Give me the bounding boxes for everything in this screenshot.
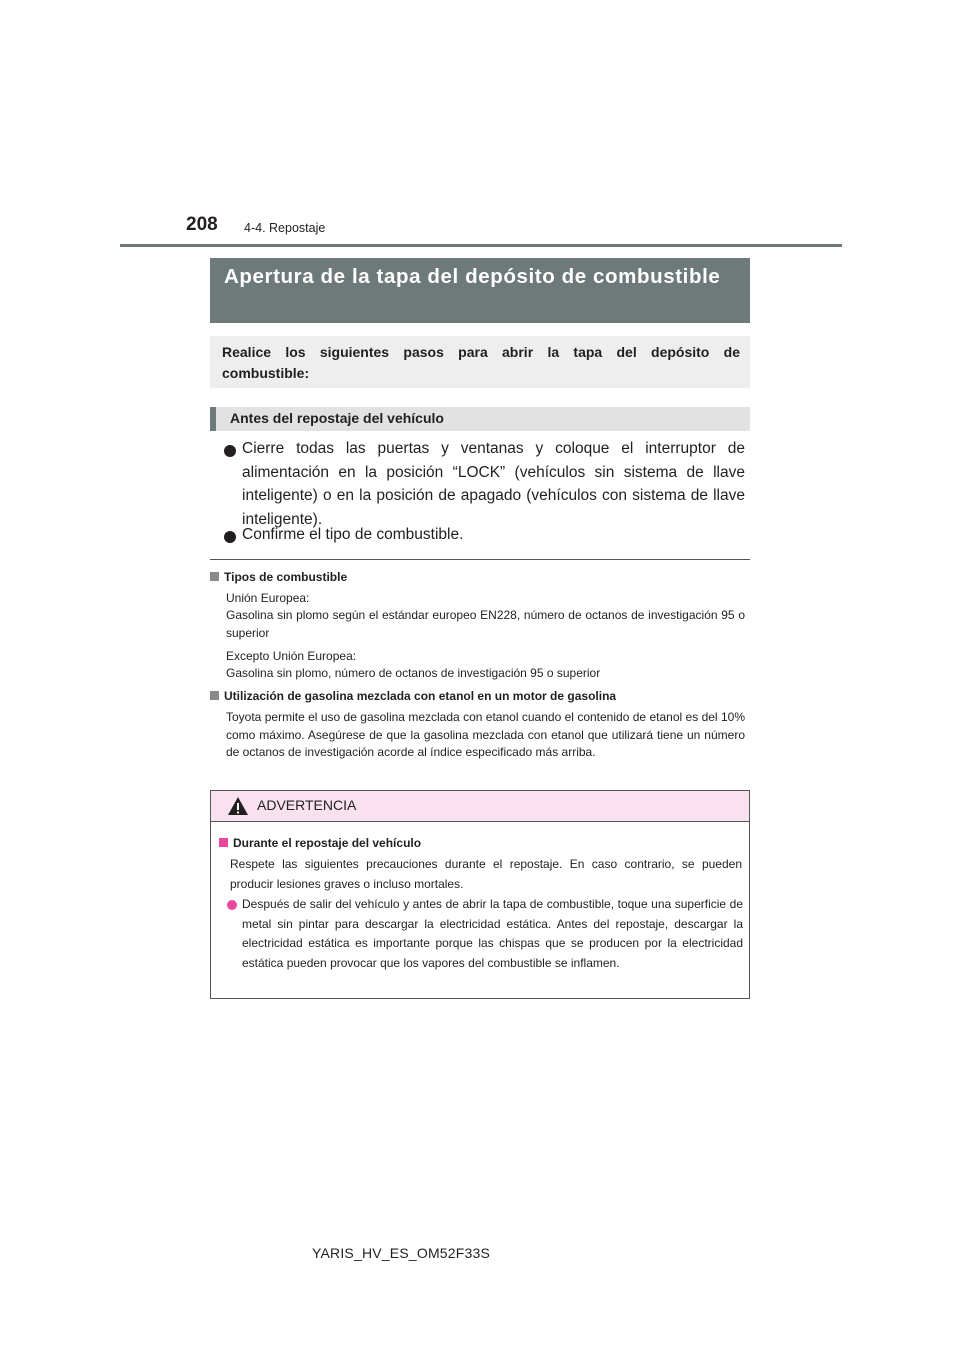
non-eu-label: Excepto Unión Europea: bbox=[226, 649, 357, 663]
warning-bullet-text: Después de salir del vehículo y antes de abrir la tapa de combustible, toque una superficie de metal sin pintar para descargar la electricidad estática. Antes del repostaje, descargar la electricidad estática es importante porque las chispas que se producen por la electricidad estática pueden provocar que los vapores del combustible se inflamen. bbox=[242, 897, 743, 970]
bullet-icon bbox=[224, 531, 236, 543]
warning-sub-text: Respete las siguientes precauciones durante el repostaje. En caso contrario, se pueden producir lesiones graves o incluso mortales. bbox=[230, 857, 742, 891]
bullet-text: Confirme el tipo de combustible. bbox=[242, 526, 464, 543]
warning-title: ADVERTENCIA bbox=[257, 797, 357, 813]
warning-sub-heading bbox=[219, 836, 421, 850]
note-heading-text: Utilización de gasolina mezclada con etanol en un motor de gasolina bbox=[224, 689, 617, 703]
warning-triangle-icon bbox=[227, 796, 249, 816]
bullet-text: Cierre todas las puertas y ventanas y coloque el interruptor de alimentación en la posición “LOCK” (vehículos sin sistema de llave inteligente) o en la posición de apagado (vehículos con sistema de llave inteligente). bbox=[242, 440, 745, 528]
header-divider bbox=[120, 244, 842, 247]
subsection-header bbox=[210, 407, 750, 431]
ethanol-text: Toyota permite el uso de gasolina mezclada con etanol cuando el contenido de etanol es del 10% como máximo. Asegúrese de que la gasolina mezclada con etanol que utilizará tiene un número de octanos de investigación acorde al índice especificado más arriba. bbox=[226, 710, 745, 759]
document-code: YARIS_HV_ES_OM52F33S bbox=[312, 1245, 491, 1261]
eu-text: Gasolina sin plomo según el estándar europeo EN228, número de octanos de investigación 95 o superior bbox=[226, 608, 745, 640]
list-item bbox=[210, 523, 745, 547]
bullet-icon bbox=[227, 900, 237, 910]
non-eu-text: Gasolina sin plomo, número de octanos de investigación 95 o superior bbox=[226, 666, 601, 680]
page-number: 208 bbox=[186, 214, 218, 235]
intro-text: Realice los siguientes pasos para abrir la tapa del depósito de combustible: bbox=[222, 344, 740, 381]
note-heading-fuel-types bbox=[210, 570, 347, 584]
page-title: Apertura de la tapa del depósito de combustible bbox=[224, 265, 721, 288]
eu-label: Unión Europea: bbox=[226, 591, 310, 605]
bullet-icon bbox=[224, 445, 236, 457]
note-heading-text: Tipos de combustible bbox=[224, 570, 348, 584]
subsection-title: Antes del repostaje del vehículo bbox=[230, 410, 444, 426]
section-divider bbox=[210, 559, 750, 560]
intro-box bbox=[210, 336, 750, 388]
warning-sub-heading-text: Durante el repostaje del vehículo bbox=[233, 836, 422, 850]
square-bullet-icon bbox=[210, 572, 219, 581]
square-bullet-icon bbox=[210, 691, 219, 700]
note-heading-ethanol bbox=[210, 689, 616, 703]
square-bullet-icon bbox=[219, 838, 228, 847]
warning-header bbox=[211, 791, 749, 822]
warning-list-item bbox=[227, 895, 743, 973]
warning-box bbox=[210, 790, 750, 999]
title-band bbox=[210, 258, 750, 323]
section-label: 4-4. Repostaje bbox=[244, 221, 326, 235]
list-item bbox=[210, 437, 745, 531]
